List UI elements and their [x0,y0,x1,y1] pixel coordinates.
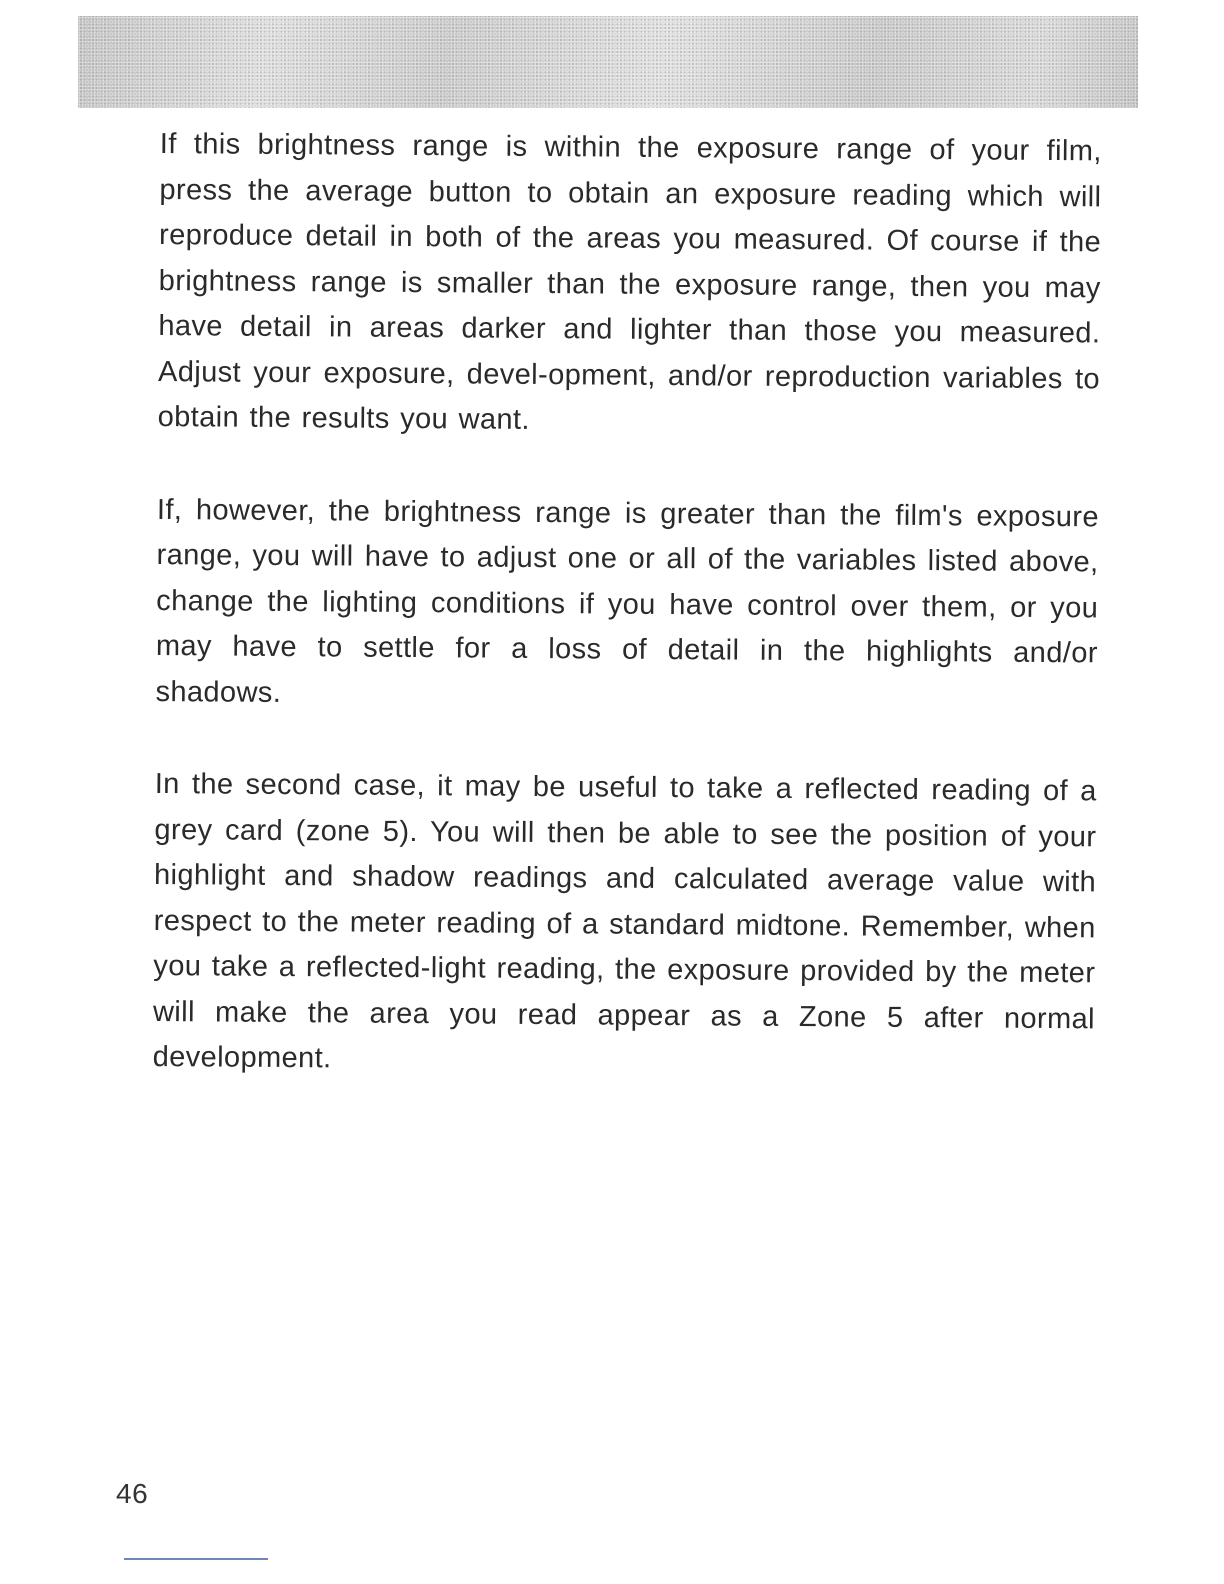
paragraph-brightness-within-range: If this brightness range is within the exposure range of your film, press the average button to obtain an exposure reading which will reproduce detail in both of the areas you measured. Of course if the brightness range is smaller than the exposure range, then you may have detail in areas darker and lighter than those you measured. Adjust your exposure, devel-opment, and/or reproduction variables to obtain the results you want. [157,127,1102,436]
paragraph-grey-card-reading: In the second case, it may be useful to take a reflected reading of a grey card (zone 5). You will then be able to see the position of your highlight and shadow readings and calculated average value with respect to the meter reading of a standard midtone. Remember, when you take a reflected-light reading, the exposure provided by the meter will make the area you read appear as a Zone 5 after normal development. [152,767,1097,1075]
footer-rule [124,1558,268,1560]
header-band [78,16,1138,108]
paragraph-brightness-greater-range: If, however, the brightness range is greater than the film's exposure range, you will have to adjust one or all of the variables listed above, change the lighting conditions if you have control over them, or you may have to settle for a loss of detail in the highlights and/or shadows. [155,493,1100,709]
page-number: 46 [116,1478,149,1509]
body-text [152,122,1102,1135]
